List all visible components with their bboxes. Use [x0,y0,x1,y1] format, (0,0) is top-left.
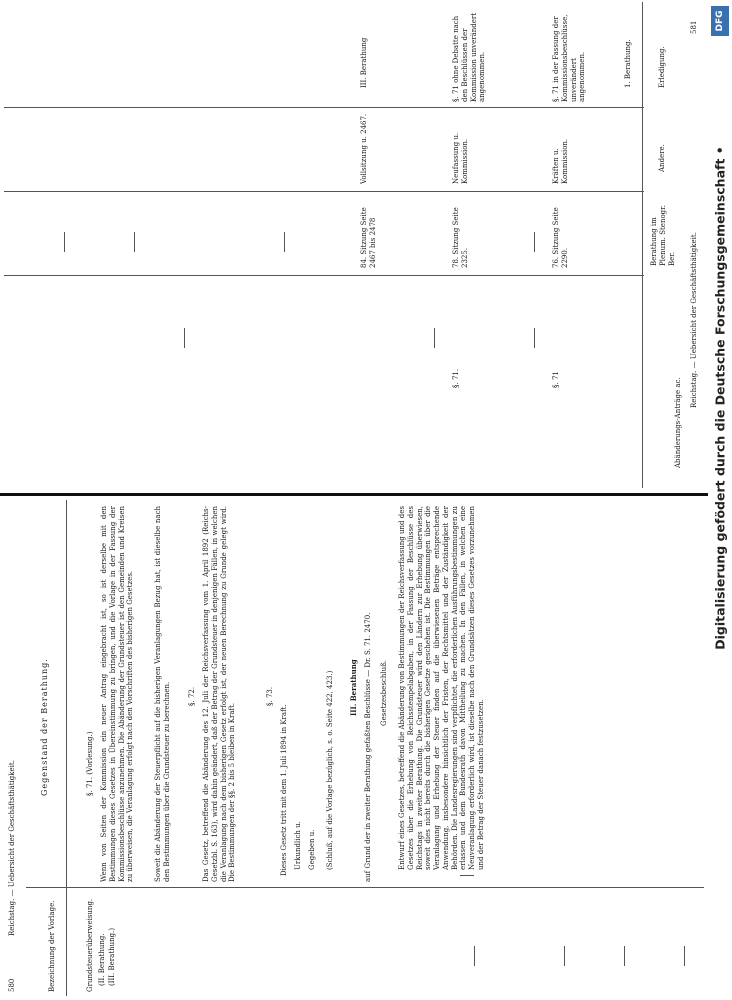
dfg-banner [708,0,732,1000]
col-header-amendments: Abänderungs-Anträge ac. [674,377,682,468]
lower-left-entry-3: (III. Berathung.) [108,927,116,986]
section-71-para-1: Wenn von Seiten der Kommission ein neuer Antrag eingebracht ist, so ist derselbe mit den Bestimmungen dieses Gesetzes in Übereinstimmung zu bringen, und die Vorlage in der Fassung der Kommissionsbeschlüsse anzunehmen. Die Abänderung der Grundsteuer ist den Gemeinden und Kreisen zu überweisen, die Veranlagung erfolgt nach den Vorschriften des bisherigen Gesetzes. [100,506,135,882]
page-gutter [0,493,708,496]
upper-row-3-sitting: 78. Sitzung Seite 2325. [452,207,469,268]
col-header-plenum: Berathung im Plenum. Stenogr. Ber. [650,205,676,266]
upper-row-4-result: III. Berathung [360,37,368,88]
third-reading-heading: III. Berathung [349,659,358,716]
upper-header: Reichstag. — Uebersicht der Geschäftsthätigkeit. [690,232,698,408]
upper-row-1-result: 1. Berathung. [624,39,632,88]
dfg-banner-text: Digitalisierung gefödert durch die Deutsche Forschungsgemeinschaft • [712,146,728,650]
law-decision-heading: Gesetzesbeschluß. [380,660,388,726]
lower-col-left-header: Bezeichnung der Vorlage. [48,900,56,992]
law-decision-text: Entwurf eines Gesetzes, betreffend die Abänderung von Bestimmungen der Reichsverfassung und des Gesetzes über die Erhebung von Reichsstempelabgaben, in der Fassung der Beschlüsse des Reichstags in zweiter Berathung. Die Grundsteuer wird den Ländern zur Erhebung überwiesen, soweit dies nicht bereits durch die bisherigen Gesetze geschehen ist. Die Bestimmungen über die Veranlagung und Erhebung der Steuer finden auf die überwiesenen Beträge entsprechende Anwendung, insbesondere hinsichtlich der Fristen, der Rechtsmittel und der Zuständigkeit der Behörden. Die Landesregierungen sind verpflichtet, die erforderlichen Ausführungsbestimmungen zu erlassen und dem Bundesrath davon Mittheilung zu machen. In den Fällen, in welchen eine Neuveranlagung erforderlich wird, ist dieselbe nach den Grundsätzen dieses Gesetzes vorzunehmen und der Betrag der Steuer danach festzusetzen. [398,506,485,870]
section-71-heading: §. 71. (Vorlesung.) [86,731,94,796]
upper-row-2-ref: §. 71 [552,371,560,388]
upper-row-4-sitting: 84. Sitzung Seite 2467 bis 2478 [360,207,377,268]
upper-page [4,2,704,488]
dfg-logo: DFG [711,6,729,36]
lower-left-entry-2: (II. Berathung. [98,933,106,986]
lower-header: Reichstag. — Uebersicht der Geschäftsthätigkeit. [8,760,16,936]
section-72-heading: §. 72. [188,686,196,706]
third-reading-basis: auf Grund der in zweiter Berathung gefaßten Beschlüsse — Dr. S. 71. 2470. [364,612,372,882]
upper-row-3-ref: §. 71. [452,368,460,388]
upper-row-3-other: Neufassung u. Kommission. [452,132,469,184]
lower-page [4,500,704,996]
section-73-heading: §. 73. [266,686,274,706]
section-71-para-2: Soweit die Abänderung der Steuerpflicht auf die bisherigen Veranlagungen Bezug hat, ist dieselbe nach den Bestimmungen über die Grundsteuer zu berechnen. [154,506,171,882]
lower-page-number: 580 [8,978,16,992]
upper-row-2-result: §. 71 in der Fassung der Kommissionsbeschlüsse, unverändert angenommen. [552,14,587,102]
upper-row-2-sitting: 76. Sitzung Seite 2290. [552,207,569,268]
closing-gegeben: Gegeben u. [308,829,316,870]
lower-left-entry-1: Grundsteuerüberweisung. [86,898,94,992]
closing-urkundlich: Urkundlich u. [294,821,302,870]
upper-row-2-other: Kräften u. Kommission. [552,138,569,184]
lower-col-main-header: Gegenstand der Berathung. [40,658,49,796]
col-header-other: Andere. [658,144,666,172]
upper-page-number: 581 [690,20,698,34]
col-header-result: Erledigung. [658,46,666,88]
section-73-text: Dieses Gesetz tritt mit dem 1. Juli 1894 in Kraft. [280,704,288,876]
upper-row-3-result: §. 71 ohne Debatte nach den Beschlüssen der Kommission unverändert angenommen. [452,12,487,102]
section-72-para: Das Gesetz, betreffend die Abänderung des 12. Juli der Reichsverfassung vom 1. April 1892 (Reichs-Gesetzbl. S. 163), wird dahin geändert, daß der Betrag der Grundsteuer in denjenigen Fällen, in welchen die Veranlagung nach dem bisherigen Gesetz erfolgt ist, der neuen Berechnung zu Grunde gelegt wird. Die Bestimmungen der §§. 2 bis 5 bleiben in Kraft. [202,506,237,882]
closing-reference: (Schluß, auf die Vorlage bezüglich, s. o. Seite 422, 423.) [326,670,334,870]
upper-row-4-other: Vollsitzung u. 2467. [360,113,368,184]
